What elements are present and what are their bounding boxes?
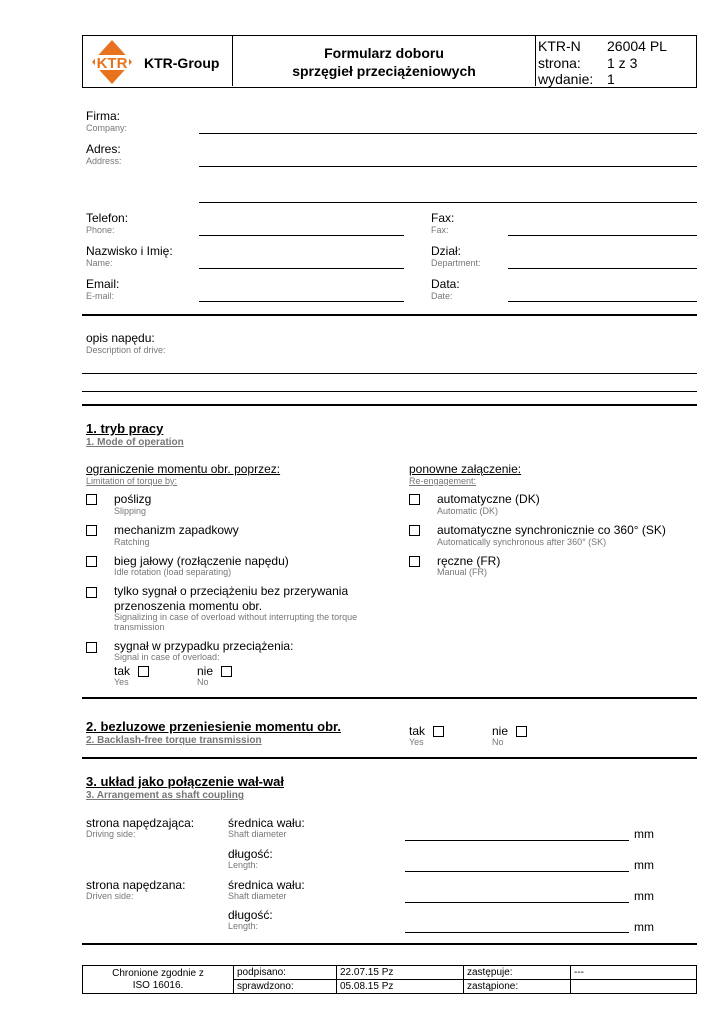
- firma-sub: Company:: [86, 123, 128, 133]
- driving-diameter-label: średnica wału:: [228, 816, 305, 830]
- manual-label: ręczne (FR): [437, 554, 501, 568]
- signal-only-sub-2: transmission: [114, 622, 165, 632]
- driven-length-field[interactable]: [405, 932, 629, 933]
- drive-field-2[interactable]: [82, 391, 697, 392]
- meta-value-3: 1: [607, 71, 615, 87]
- checked-label: sprawdzono:: [234, 980, 337, 994]
- telefon-field[interactable]: [199, 235, 404, 236]
- ratching-sub: Ratching: [114, 537, 150, 547]
- signed-date: 22.07.15 Pz: [337, 966, 464, 980]
- meta-label-1: KTR-N: [538, 38, 581, 54]
- drive-sub: Description of drive:: [86, 345, 166, 355]
- manual-sub: Manual (FR): [437, 567, 488, 577]
- section3-title: 3. układ jako połączenie wał-wał: [86, 774, 284, 789]
- nazwisko-label: Nazwisko i Imię:: [86, 244, 173, 258]
- automatic-label: automatyczne (DK): [437, 492, 540, 506]
- replaced-label: zastąpione:: [464, 980, 571, 994]
- meta-label-3: wydanie:: [538, 71, 594, 87]
- meta-label-2: strona:: [538, 55, 581, 71]
- synchronous-checkbox[interactable]: [409, 525, 420, 536]
- section3-sub: 3. Arrangement as shaft coupling: [86, 790, 244, 801]
- data-label: Data:: [431, 277, 460, 291]
- driving-side-label: strona napędzająca:: [86, 816, 195, 830]
- driven-diameter-field[interactable]: [405, 902, 629, 903]
- firma-label: Firma:: [86, 109, 120, 123]
- overload-signal-checkbox[interactable]: [86, 642, 97, 653]
- overload-signal-label: sygnał w przypadku przeciążenia:: [114, 639, 294, 653]
- data-field[interactable]: [508, 301, 697, 302]
- signal-yes-label: tak: [114, 664, 131, 678]
- backlash-yes-label: tak: [409, 724, 426, 738]
- signal-only-sub: Signalizing in case of overload without interrupting the torque: [114, 612, 358, 622]
- email-sub: E-mail:: [86, 291, 115, 301]
- slipping-sub: Slipping: [114, 506, 147, 516]
- dzial-field[interactable]: [508, 268, 697, 269]
- signal-no-label: nie: [197, 664, 214, 678]
- adres-sub: Address:: [86, 156, 122, 166]
- signed-label: podpisano:: [234, 966, 337, 980]
- divider: [82, 757, 697, 759]
- backlash-no-sub: No: [492, 737, 504, 747]
- adres-field-2[interactable]: [199, 202, 697, 203]
- signal-yes-checkbox[interactable]: [138, 666, 149, 677]
- automatic-checkbox[interactable]: [409, 494, 420, 505]
- footer-table: [82, 965, 697, 994]
- synchronous-sub: Automatically synchronous after 360° (SK): [437, 537, 607, 547]
- fax-sub: Fax:: [431, 225, 449, 235]
- telefon-label: Telefon:: [86, 211, 129, 225]
- signal-yes-sub: Yes: [114, 677, 129, 687]
- automatic-sub: Automatic (DK): [437, 506, 499, 516]
- svg-text:KTR: KTR: [96, 55, 128, 72]
- signal-only-checkbox[interactable]: [86, 587, 97, 598]
- backlash-no-checkbox[interactable]: [516, 726, 527, 737]
- email-field[interactable]: [199, 301, 404, 302]
- driving-diameter-unit: mm: [634, 827, 654, 841]
- fax-field[interactable]: [508, 235, 697, 236]
- firma-field[interactable]: [199, 133, 697, 134]
- driving-length-sub: Length:: [228, 860, 259, 870]
- protected-text-2: ISO 16016.: [132, 979, 184, 991]
- idle-rotation-checkbox[interactable]: [86, 556, 97, 567]
- driven-length-sub: Length:: [228, 921, 259, 931]
- backlash-yes-sub: Yes: [409, 737, 424, 747]
- fax-label: Fax:: [431, 211, 455, 225]
- torque-limit-heading-sub: Limitation of torque by:: [86, 476, 178, 486]
- dzial-label: Dział:: [431, 244, 462, 258]
- reengagement-heading: ponowne załączenie:: [409, 462, 522, 476]
- divider: [82, 943, 697, 945]
- protected-text-1: Chronione zgodnie z: [112, 967, 204, 979]
- driving-diameter-sub: Shaft diameter: [228, 829, 287, 839]
- meta-value-1: 26004 PL: [607, 38, 667, 54]
- signal-only-label: tylko sygnał o przeciążeniu bez przerywania: [114, 584, 349, 598]
- email-label: Email:: [86, 277, 120, 291]
- idle-rotation-label: bieg jałowy (rozłączenie napędu): [114, 554, 289, 568]
- overload-signal-sub: Signal in case of overload:: [114, 652, 220, 662]
- backlash-no-label: nie: [492, 724, 509, 738]
- form-title-2: sprzęgieł przeciążeniowych: [292, 63, 476, 79]
- section1-title: 1. tryb pracy: [86, 421, 164, 436]
- replaces-value: ---: [571, 966, 697, 980]
- replaces-label: zastępuje:: [464, 966, 571, 980]
- divider: [82, 404, 697, 406]
- backlash-yes-checkbox[interactable]: [433, 726, 444, 737]
- nazwisko-field[interactable]: [199, 268, 404, 269]
- ratching-checkbox[interactable]: [86, 525, 97, 536]
- slipping-checkbox[interactable]: [86, 494, 97, 505]
- nazwisko-sub: Name:: [86, 258, 113, 268]
- driving-diameter-field[interactable]: [405, 840, 629, 841]
- driving-length-label: długość:: [228, 847, 273, 861]
- ktr-logo: [90, 38, 134, 86]
- adres-field-1[interactable]: [199, 166, 697, 167]
- divider: [82, 314, 697, 316]
- signal-no-checkbox[interactable]: [221, 666, 232, 677]
- meta-value-2: 1 z 3: [607, 55, 638, 71]
- divider: [82, 697, 697, 699]
- torque-limit-heading: ograniczenie momentu obr. poprzez:: [86, 462, 281, 476]
- manual-checkbox[interactable]: [409, 556, 420, 567]
- replaced-value: [571, 980, 697, 994]
- signal-no-sub: No: [197, 677, 209, 687]
- driving-side-sub: Driving side:: [86, 829, 136, 839]
- slipping-label: poślizg: [114, 492, 152, 506]
- ratching-label: mechanizm zapadkowy: [114, 523, 239, 537]
- checked-date: 05.08.15 Pz: [337, 980, 464, 994]
- drive-field-1[interactable]: [82, 373, 697, 374]
- driven-diameter-label: średnica wału:: [228, 878, 305, 892]
- telefon-sub: Phone:: [86, 225, 115, 235]
- idle-rotation-sub: Idle rotation (load separating): [114, 567, 232, 577]
- driven-length-label: długość:: [228, 908, 273, 922]
- driven-diameter-unit: mm: [634, 889, 654, 903]
- driving-length-unit: mm: [634, 858, 654, 872]
- drive-label: opis napędu:: [86, 331, 155, 345]
- footer-protected: [83, 966, 234, 994]
- section1-sub: 1. Mode of operation: [86, 437, 184, 448]
- company-name: KTR-Group: [144, 55, 220, 71]
- form-title-1: Formularz doboru: [324, 45, 444, 61]
- adres-label: Adres:: [86, 142, 121, 156]
- driven-side-label: strona napędzana:: [86, 878, 186, 892]
- driven-side-sub: Driven side:: [86, 891, 134, 901]
- signal-only-label-2: przenoszenia momentu obr.: [114, 599, 263, 613]
- section2-sub: 2. Backlash-free torque transmission: [86, 735, 262, 746]
- reengagement-heading-sub: Re-engagement:: [409, 476, 477, 486]
- dzial-sub: Department:: [431, 258, 481, 268]
- synchronous-label: automatyczne synchronicznie co 360° (SK): [437, 523, 666, 537]
- driving-length-field[interactable]: [405, 871, 629, 872]
- section2-title: 2. bezluzowe przeniesienie momentu obr.: [86, 719, 341, 734]
- driven-length-unit: mm: [634, 920, 654, 934]
- driven-diameter-sub: Shaft diameter: [228, 891, 287, 901]
- data-sub: Date:: [431, 291, 453, 301]
